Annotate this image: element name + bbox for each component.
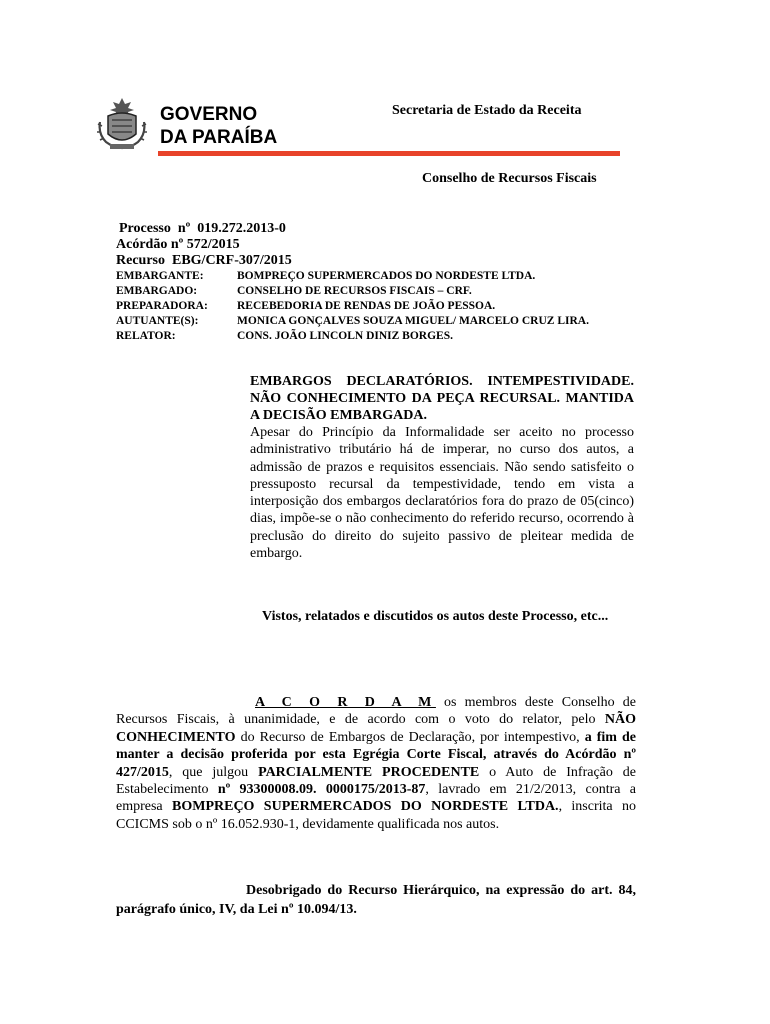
- acordam-bold: nº 93300008.09. 0000175/2013-87: [217, 782, 426, 798]
- vistos-line: Vistos, relatados e discutidos os autos deste Processo, etc...: [262, 609, 609, 624]
- processo-number: Processo nº 019.272.2013-0: [119, 221, 286, 236]
- acordam-word: A C O R D A M: [255, 695, 436, 710]
- party-label: EMBARGANTE:: [116, 270, 204, 282]
- party-value: CONS. JOÃO LINCOLN DINIZ BORGES.: [237, 330, 453, 342]
- government-name-line2: DA PARAÍBA: [160, 127, 278, 148]
- acordam-bold: a fim de manter a decisão proferida por esta Egrégia Corte Fiscal, através do Acórdão nº 427/2015: [116, 729, 637, 780]
- party-label: AUTUANTE(S):: [116, 315, 199, 327]
- acordam-bold: PARCIALMENTE PROCEDENTE: [258, 764, 480, 780]
- ementa-body: Apesar do Princípio da Informalidade ser aceito no processo administrativo tributário há de imperar, no curso dos autos, a admissão de prazos e requisitos essenciais. Não sendo satisfeito o pressuposto recursal da tempestividade, tendo em vista a interposição dos embargos declaratórios fora do prazo de 05(cinco) dias, impõe-se o não conhecimento do referido recurso, ocorrendo à preclusão do direito do sujeito passivo de pleitear medida de embargo.: [250, 425, 634, 562]
- party-label: RELATOR:: [116, 330, 176, 342]
- acordam-text: do Recurso de Embargos de Declaração, por intempestivo,: [235, 729, 585, 745]
- acordam-text: , inscrita no CCICMS sob o nº 16.052.930-1, devidamente qualificada nos autos.: [116, 799, 636, 832]
- party-value: MONICA GONÇALVES SOUZA MIGUEL/ MARCELO CRUZ LIRA.: [237, 315, 589, 327]
- recurso-number: Recurso EBG/CRF-307/2015: [116, 253, 292, 268]
- desobrigado-text: Desobrigado do Recurso Hierárquico, na expressão do art. 84, parágrafo único, IV, da Lei nº 10.094/13.: [116, 883, 636, 917]
- party-label: PREPARADORA:: [116, 300, 208, 312]
- conselho-title: Conselho de Recursos Fiscais: [422, 171, 597, 186]
- secretaria-title: Secretaria de Estado da Receita: [392, 103, 582, 118]
- acordam-text: , que julgou: [168, 764, 259, 780]
- party-row: [116, 269, 535, 284]
- party-value: CONSELHO DE RECURSOS FISCAIS – CRF.: [237, 285, 472, 297]
- coat-of-arms-icon: [96, 96, 148, 152]
- acordam-text: o Auto de Infração de Estabelecimento: [116, 764, 636, 798]
- ementa-heading-line1: EMBARGOS DECLARATÓRIOS. INTEMPESTIVIDADE.: [250, 374, 634, 389]
- party-row: [116, 284, 472, 299]
- party-row: [116, 329, 453, 344]
- acordam-text: os membros deste Conselho de Recursos Fiscais, à unanimidade, e de acordo com o voto do relator, pelo: [116, 695, 636, 728]
- party-label: EMBARGADO:: [116, 285, 198, 297]
- ementa-heading-rest: NÃO CONHECIMENTO DA PEÇA RECURSAL. MANTIDA A DECISÃO EMBARGADA.: [250, 391, 634, 423]
- party-row: [116, 299, 495, 314]
- government-name-line1: GOVERNO: [160, 104, 258, 125]
- acordam-bold: NÃO CONHECIMENTO: [116, 712, 636, 745]
- ementa-heading: [250, 373, 634, 424]
- acordam-text: , lavrado em 21/2/2013, contra a empresa: [116, 782, 636, 815]
- acordam-bold: BOMPREÇO SUPERMERCADOS DO NORDESTE LTDA.: [172, 799, 559, 815]
- desobrigado-paragraph: [116, 881, 636, 919]
- acordao-number: Acórdão nº 572/2015: [116, 237, 240, 252]
- header-divider: [158, 151, 620, 156]
- party-value: BOMPREÇO SUPERMERCADOS DO NORDESTE LTDA.: [237, 270, 536, 282]
- party-row: [116, 314, 589, 329]
- party-value: RECEBEDORIA DE RENDAS DE JOÃO PESSOA.: [237, 300, 496, 312]
- acordam-paragraph: [116, 694, 636, 833]
